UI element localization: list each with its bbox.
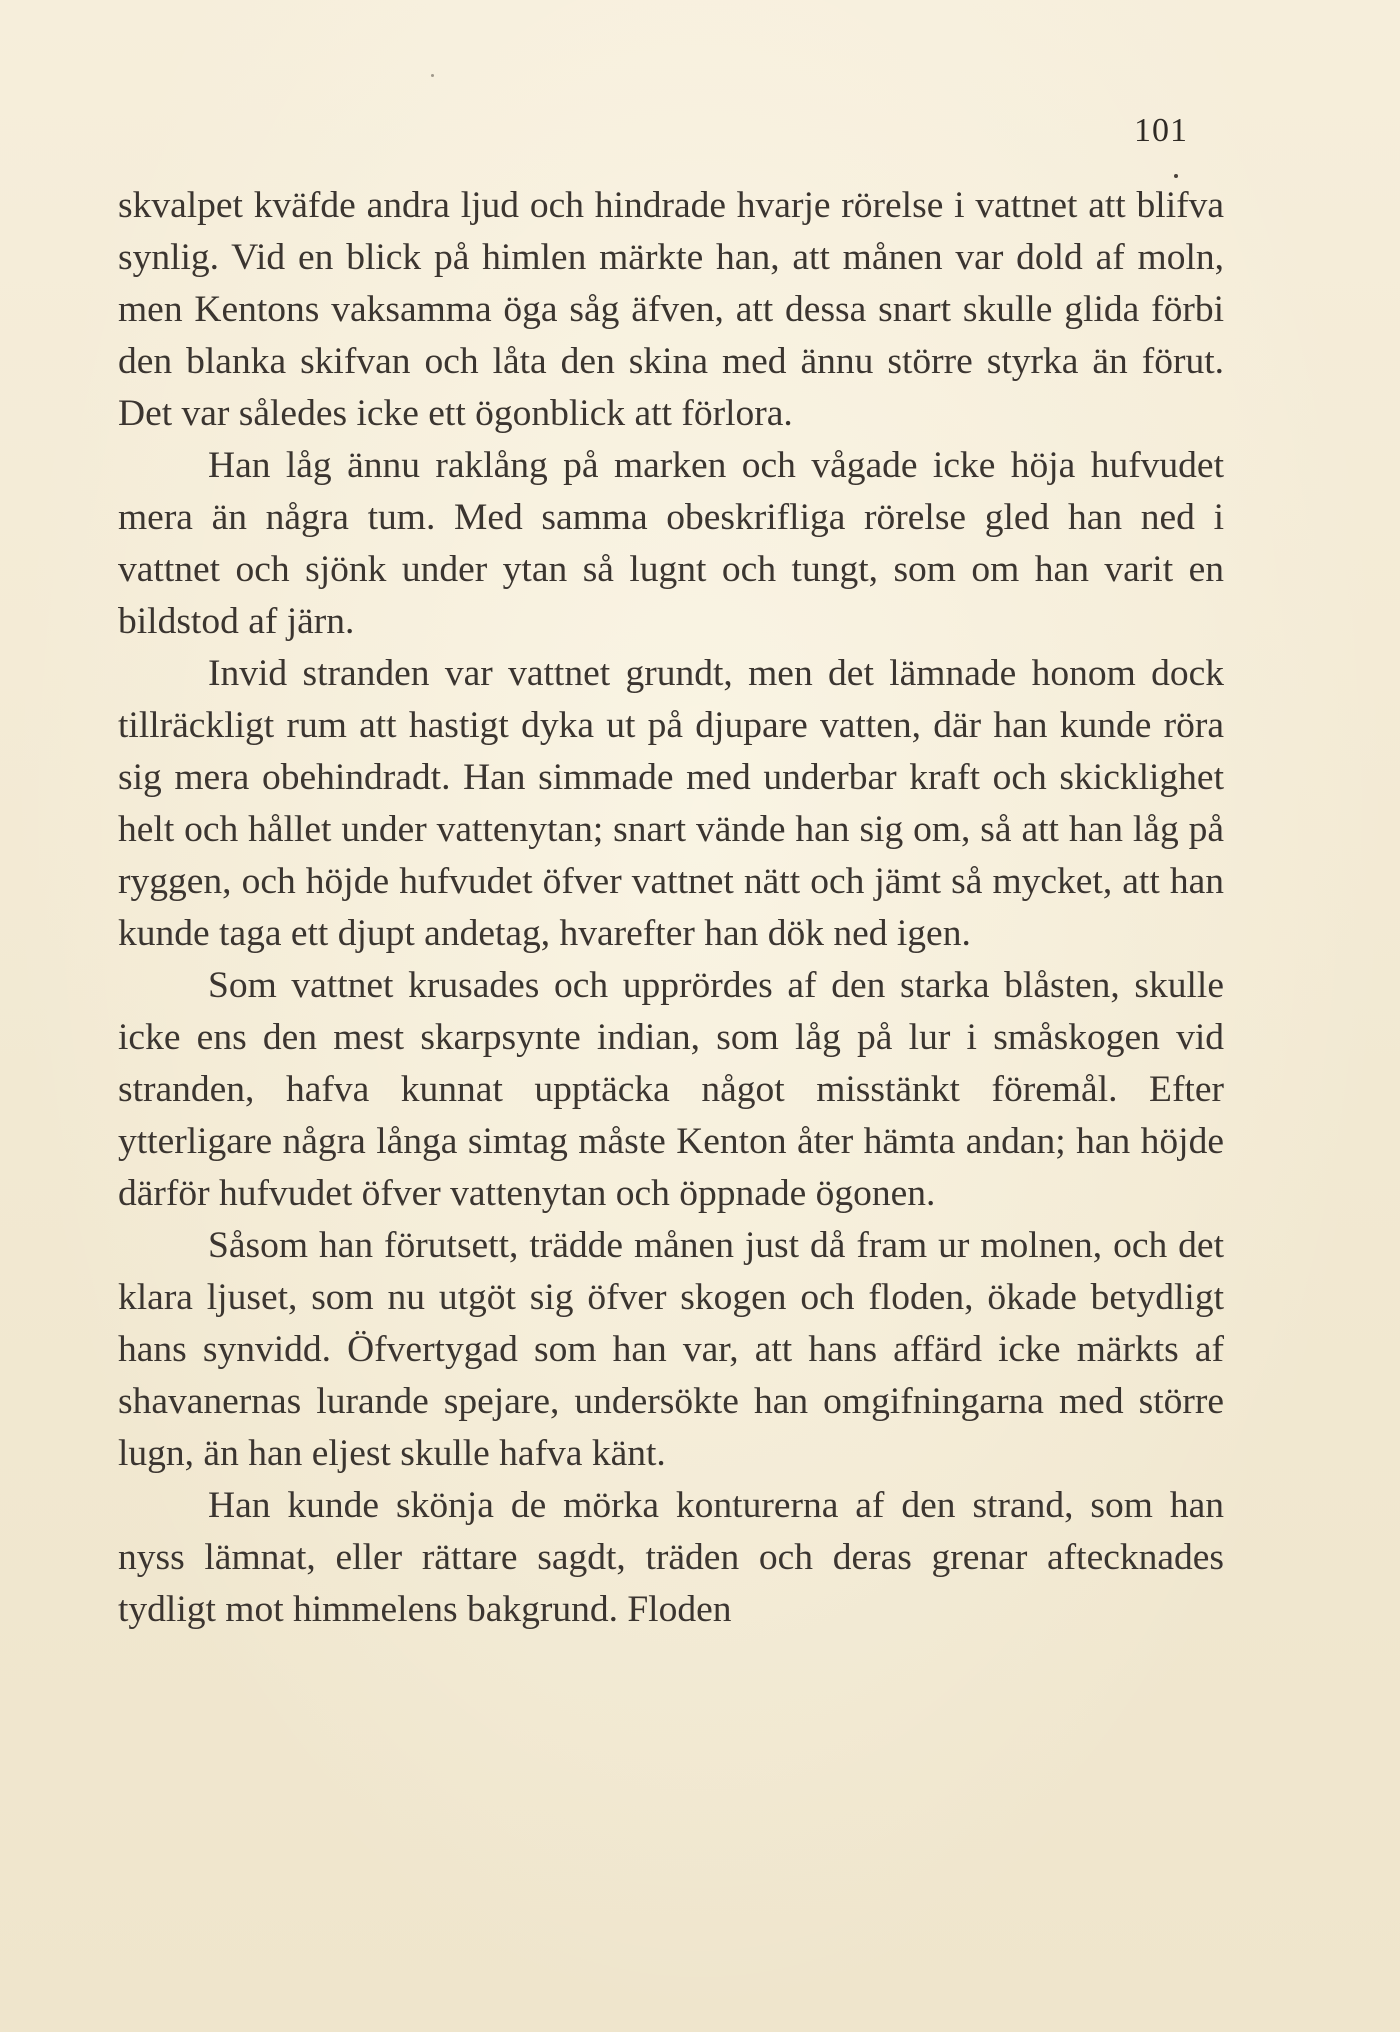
paragraph: Såsom han förutsett, trädde månen just då fram ur molnen, och det klara ljuset, som nu utgöt sig öfver skogen och floden, ökade betydligt hans synvidd. Öfvertygad som han var, att hans affärd icke märkts af shavanernas lurande spejare, undersökte han omgifningarna med större lugn, än han eljest skulle hafva känt. <box>118 1225 1224 1474</box>
ink-speck <box>431 74 434 77</box>
paragraph: skvalpet kväfde andra ljud och hindrade hvarje rörelse i vattnet att blifva synlig. Vid en blick på himlen märkte han, att månen var dold af moln, men Kentons vaksamma öga såg äfven, att dessa snart skulle glida förbi den blanka skifvan och låta den skina med ännu större styrka än förut. Det var således icke ett ögonblick att förlora. <box>118 185 1224 434</box>
body-text <box>118 180 1224 1636</box>
paragraph: Han låg ännu raklång på marken och vågade icke höja hufvudet mera än några tum. Med samma obeskrifliga rörelse gled han ned i vattnet och sjönk under ytan så lugnt och tungt, som om han varit en bildstod af järn. <box>118 445 1224 642</box>
paragraph: Som vattnet krusades och upprördes af den starka blåsten, skulle icke ens den mest skarpsynte indian, som låg på lur i småskogen vid stranden, hafva kunnat upptäcka något misstänkt föremål. Efter ytterligare några långa simtag måste Kenton åter hämta andan; han höjde därför hufvudet öfver vattenytan och öppnade ögonen. <box>118 965 1224 1214</box>
paragraph: Invid stranden var vattnet grundt, men det lämnade honom dock tillräckligt rum att hastigt dyka ut på djupare vatten, där han kunde röra sig mera obehindradt. Han simmade med underbar kraft och skicklighet helt och hållet under vattenytan; snart vände han sig om, så att han låg på ryggen, och höjde hufvudet öfver vattnet nätt och jämt så mycket, att han kunde taga ett djupt andetag, hvarefter han dök ned igen. <box>118 653 1224 954</box>
ink-speck <box>1174 174 1178 178</box>
paragraph: Han kunde skönja de mörka konturerna af den strand, som han nyss lämnat, eller rättare sagdt, träden och deras grenar aftecknades tydligt mot himmelens bakgrund. Floden <box>118 1485 1224 1630</box>
page-number: 101 <box>1134 112 1188 149</box>
